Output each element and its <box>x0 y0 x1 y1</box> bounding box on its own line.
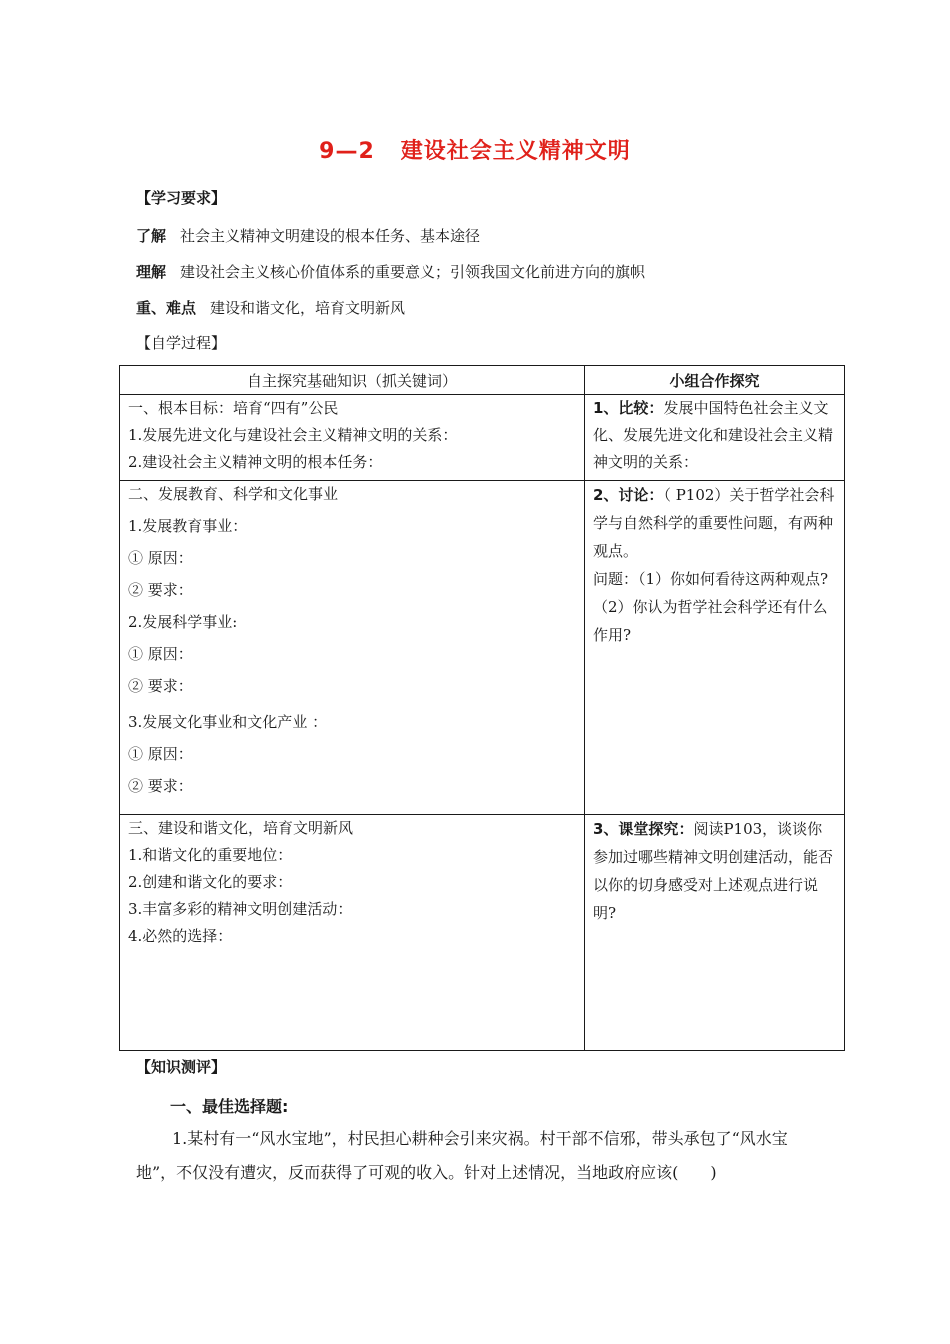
table-header-right: 小组合作探究 <box>585 366 845 395</box>
row3-right-text: 阅读P103，谈谈你参加过哪些精神文明创建活动，能否以你的切身感受对上述观点进行说明? <box>593 820 834 922</box>
assessment-heading: 【知识测评】 <box>136 1058 227 1076</box>
row1-right-text: 发展中国特色社会主义文化、发展先进文化和建设社会主义精神文明的关系： <box>593 399 834 471</box>
understand-line <box>136 225 480 246</box>
row2-left-cell <box>120 481 585 815</box>
row2-right-text: （ P102）关于哲学社会科学与自然科学的重要性问题，有两种观点。 <box>593 486 835 560</box>
comprehend-label: 理解 <box>136 263 167 281</box>
row2-line-6: ② 要求： <box>128 677 193 695</box>
row1-line-2: 2.建设社会主义精神文明的根本任务： <box>128 453 383 471</box>
question-1: 1.某村有一“风水宝地”，村民担心耕种会引来灾祸。村干部不信邪，带头承包了“风水宝地”，不仅没有遭灾，反而获得了可观的收入。针对上述情况，当地政府应该( ) <box>136 1129 788 1182</box>
understand-text: 社会主义精神文明建设的根本任务、基本途径 <box>180 227 481 245</box>
row2-right-label: 2、讨论： <box>593 486 664 504</box>
row2-line-2: ① 原因： <box>128 549 193 567</box>
row1-line-0: 一、根本目标：培育“四有”公民 <box>128 399 339 417</box>
row2-line-5: ① 原因： <box>128 645 193 663</box>
row2-line-0: 二、发展教育、科学和文化事业 <box>128 485 339 503</box>
row1-right-label: 1、比较： <box>593 399 664 417</box>
row1-right-cell <box>585 395 845 481</box>
row2-right-q1: 问题：（1）你如何看待这两种观点? <box>593 570 829 588</box>
row2-line-3: ② 要求： <box>128 581 193 599</box>
comprehend-line <box>136 261 645 282</box>
self-study-heading: 【自学过程】 <box>136 334 227 352</box>
row3-line-3: 3.丰富多彩的精神文明创建活动： <box>128 900 353 918</box>
row2-line-8: ① 原因： <box>128 745 193 763</box>
row2-right-cell <box>585 481 845 815</box>
comprehend-text: 建设社会主义核心价值体系的重要意义；引领我国文化前进方向的旗帜 <box>180 263 646 281</box>
title-number: 9—2 <box>319 139 375 164</box>
study-table <box>119 365 845 1051</box>
requirements-heading: 【学习要求】 <box>136 189 227 207</box>
row3-line-2: 2.创建和谐文化的要求： <box>128 873 293 891</box>
assessment-subheading: 一、最佳选择题: <box>170 1097 289 1116</box>
row2-line-1: 1.发展教育事业： <box>128 517 248 535</box>
title-text: 建设社会主义精神文明 <box>400 139 631 164</box>
key-text: 建设和谐文化，培育文明新风 <box>210 299 406 317</box>
row3-left-cell <box>120 815 585 1051</box>
key-line <box>136 297 405 318</box>
page-title <box>0 134 950 165</box>
row2-line-7: 3.发展文化事业和文化产业 ： <box>128 713 328 731</box>
row3-line-4: 4.必然的选择： <box>128 927 233 945</box>
row1-line-1: 1.发展先进文化与建设社会主义精神文明的关系： <box>128 426 458 444</box>
row3-line-0: 三、建设和谐文化，培育文明新风 <box>128 819 354 837</box>
row2-line-9: ② 要求： <box>128 777 193 795</box>
row3-right-label: 3、课堂探究： <box>593 820 694 838</box>
row3-right-cell <box>585 815 845 1051</box>
key-label: 重、难点 <box>136 299 197 317</box>
understand-label: 了解 <box>136 227 167 245</box>
row2-right-q2: （2）你认为哲学社会科学还有什么作用? <box>593 598 828 644</box>
row1-left-cell <box>120 395 585 481</box>
table-header-left: 自主探究基础知识（抓关键词） <box>120 366 585 395</box>
row2-line-4: 2.发展科学事业: <box>128 613 238 631</box>
row3-line-1: 1.和谐文化的重要地位： <box>128 846 293 864</box>
